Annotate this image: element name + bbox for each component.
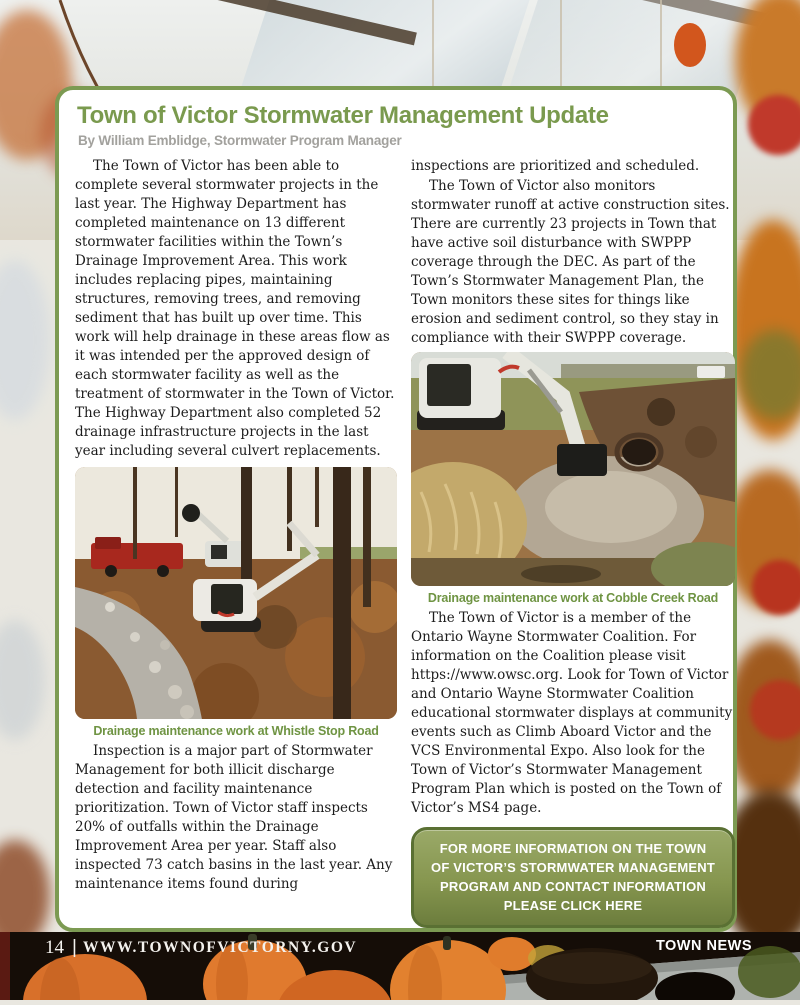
page-title: Town of Victor Stormwater Management Update [77, 102, 609, 129]
paragraph-5: The Town of Victor is a member of the Ontario Wayne Stormwater Coalition. For information on the Coalition please visit https://www.owsc.org. Look for Town of Victor and Ontario Wayne Stormwater Coalition educational stormwater displays at community events such as Climb Aboard Victor and the VCS Environmental Expo. Also look for the Town of Victor’s Stormwater Management Program Plan which is posted on the Town of Victor’s MS4 page. [411, 610, 733, 816]
footer-section-label: TOWN NEWS [655, 938, 752, 954]
photo1-caption: Drainage maintenance work at Whistle Stop Road [93, 724, 379, 738]
left-column [75, 157, 397, 928]
photo-whistle-stop-road [75, 467, 397, 719]
photo2-caption: Drainage maintenance work at Cobble Creek Road [427, 591, 719, 605]
more-info-cta-label: FOR MORE INFORMATION ON THE TOWN OF VICTOR’S STORMWATER MANAGEMENT PROGRAM AND CONTACT INFORMATION PLEASE CLICK HERE [431, 841, 715, 913]
paragraph-1: The Town of Victor has been able to complete several stormwater projects in the last year. The Highway Department has completed maintenance on 13 different stormwater facilities within the Town’s Drainage Improvement Area. This work includes replacing pipes, maintaining structures, removing trees, and removing sediment that has built up over time. This work will help drainage in these areas flow as it was intended per the approved design of each stormwater facility as well as the treatment of stormwater in the Town of Victor. The Highway Department also completed 52 drainage infrastructure projects in the last year including several culvert replacements. [75, 158, 395, 459]
footer [0, 928, 800, 968]
byline: By William Emblidge, Stormwater Program Manager [78, 133, 402, 148]
right-column [411, 157, 735, 928]
more-info-cta-button[interactable] [411, 827, 735, 928]
paragraph-3: inspections are prioritized and scheduled. [411, 158, 700, 174]
footer-website: WWW.TOWNOFVICTORNY.GOV [82, 939, 358, 956]
footer-divider: | [72, 937, 77, 958]
page-number: 14 [45, 937, 64, 958]
paragraph-2: Inspection is a major part of Stormwater Management for both illicit discharge detection and facility maintenance prioritization. Town of Victor staff inspects 20% of outfalls within the Drainage Improvement Area per year. Staff also inspected 73 catch basins in the last year. Any maintenance items found during [75, 743, 393, 892]
article-panel [55, 86, 737, 932]
paragraph-4: The Town of Victor also monitors stormwater runoff at active construction sites. There are currently 23 projects in Town that have active soil disturbance with SWPPP coverage through the DEC. As part of the Town’s Stormwater Management Plan, the Town monitors these sites for things like erosion and sediment control, so they stay in compliance with their SWPPP coverage. [411, 178, 730, 346]
photo-cobble-creek-road [411, 352, 735, 586]
